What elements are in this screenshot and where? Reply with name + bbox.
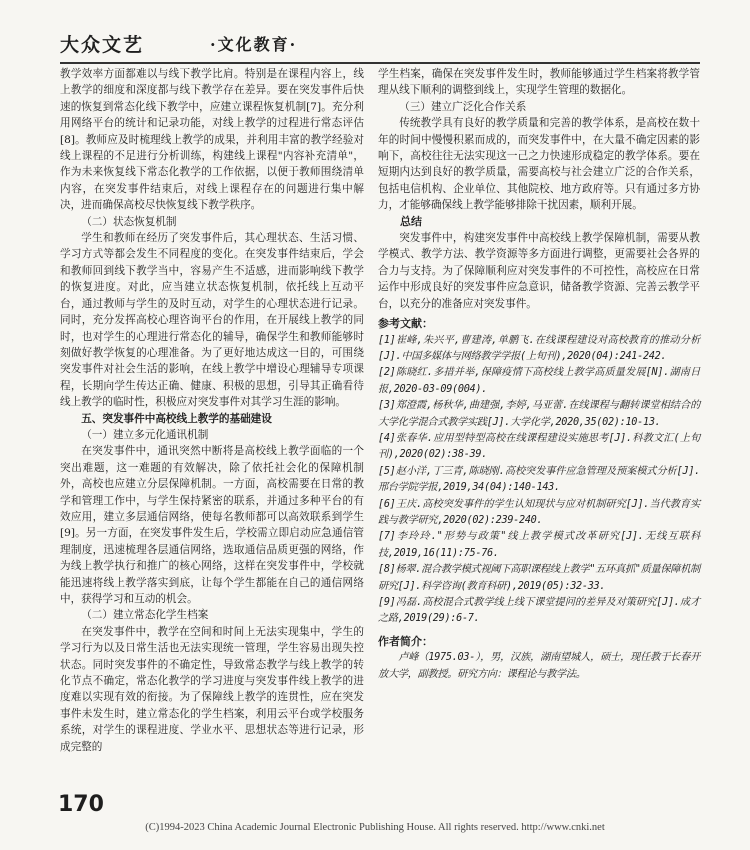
section-tag: ·文化教育· [210,35,298,54]
reference-item: [9]冯磊.高校混合式教学线上线下课堂提问的差异及对策研究[J].成才之路,2019(29):6-7. [378,597,700,625]
reference-item: [3]郑澄霞,杨秋华,曲建强,李婷,马亚蕾.在线课程与翻转课堂相结合的大学化学混合式教学实践[J].大学化学,2020,35(02):10-13. [378,400,700,428]
copyright-footer: (C)1994-2023 China Academic Journal Electronic Publishing House. All rights reserved. http://www.cnki.net [145,822,605,833]
reference-item: [5]赵小洋,丁三青,陈晓刚.高校突发事件应急管理及预案模式分析[J].邢台学院学报,2019,34(04):140-143. [378,465,700,494]
header-rule [60,62,700,64]
subsection-heading: （二）建立常态化学生档案 [81,609,209,622]
paragraph: 学生和教师在经历了突发事件后，其心理状态、生活习惯、学习方式等都会发生不同程度的变化。在突发事件结束后，学会和教师回到线下教学当中，容易产生不适感，进而影响线下教学的恢复进度。对此，应当建立状态恢复机制，依托线上互动平台，通过教师与学生的及时互动，对学生的心理状态进行记录。同时，充分发挥高校心理咨询平台的作用，在开展线上教学的同时，也对学生的心理进行常态化的辅导，确保学生和教师能够时刻做好教学恢复的心理准备。为了更好地达成这一目的，可围绕突发事件对社会生活的影响，在线上教学中增设心理辅导专项课程，长期向学生传达正确、健康、积极的思想，引导其正确看待线上教学的临时性，积极应对突发事件对其学习生涯的影响。 [60,232,364,409]
reference-item: [4]张春华.应用型特型高校在线课程建设实施思考[J].科教文汇(上旬刊),2020(02):38-39. [378,432,700,461]
subsection-heading: （三）建立广泛化合作关系 [399,100,527,113]
summary-paragraph: 突发事件中，构建突发事件中高校线上教学保障机制，需要从教学模式、教学方法、教学资源等多方面进行调整，更需要社会各界的合力与支持。为了保障顺利应对突发事件的不可控性，高校应在日常运作中形成良好的突发事件应急意识，储备教学资源、完善云教学平台，以充分的准备应对突发事件。 [378,232,700,310]
paragraph: 在突发事件中，通讯突然中断将是高校线上教学面临的一个突出难题，这一难题的有效解决，除了依托社会化的保障机制外，高校也应建立分层保障机制。一方面，高校需要在日常的教学和管理工作中，与学生保持紧密的联系，并通过多种平台的有效应用，建立多层通信网络，使每名教师都可以高效联系到学生[9]。另一方面，在突发事件发生后，学校需立即启动应急通信管理制度，迅速梳理各层通信网络，选取通信品质更强的网络，作为线上教学执行和推广的核心网络，这样在突发事件中，学校就能迅速将线上教学落实到底，让每个学生都能在自己的通信网络中，获得学习和互动的机会。 [60,445,364,605]
reference-item: [2]陈晓红.多措并举,保障疫情下高校线上教学高质量发展[N].湖南日报,2020-03-09(004). [378,367,700,395]
references-heading: 参考文献： [378,317,433,331]
journal-title: 大众文艺 [60,34,145,56]
subsection-heading: （一）建立多元化通讯机制 [81,428,209,441]
paragraph: 学生档案，确保在突发事件发生时，教师能够通过学生档案将教学管理从线下顺利的调整到线上，实现学生管理的数据化。 [378,68,700,97]
paragraph: 传统教学具有良好的教学质量和完善的教学体系，是高校在数十年的时间中慢慢积累而成的，而突发事件中，在大量不确定因素的影响下，高校往往无法实现这一己之力快速形成稳定的教学体系。要在短期内达到良好的教学质量，需要高校与社会建立广泛的合作关系，包括电信机构、企业单位、其他院校、地方政府等。只有通过多方协力，才能够确保线上教学能够排除干扰因素，顺利开展。 [378,117,700,212]
section-heading: 五、突发事件中高校线上教学的基础建设 [81,412,272,425]
author-heading: 作者简介： [378,634,433,648]
reference-item: [6]王庆.高校突发事件的学生认知现状与应对机制研究[J].当代教育实践与教学研究,2020(02):239-240. [378,498,700,526]
author-bio: 卢峰（1975.03-），男，汉族，湖南望城人，硕士，现任教于长春开放大学，副教授。研究方向：课程论与教学法。 [378,652,700,680]
page-number: 170 [58,792,104,817]
reference-item: [1]崔峰,朱兴平,曹建涛,单鹏飞.在线课程建设对高校教育的推动分析[J].中国多媒体与网络教学学报(上旬刊),2020(04):241-242. [378,334,700,362]
reference-item: [8]杨翠.混合教学模式视阈下高职课程线上教学"五环真抓"质量保障机制研究[J].科学咨询(教育科研),2019(05):32-33. [378,564,700,592]
summary-heading: 总结 [400,214,422,228]
right-column [378,66,700,683]
page-header [60,26,700,66]
paragraph: 教学效率方面都难以与线下教学比肩。特别是在课程内容上，线上教学的细度和深度都与线下教学存在差异。要在突发事件后快速的恢复到常态化线下教学中，应建立课程恢复机制[7]。充分利用网络平台的统计和记录功能，对线上教学的过程进行常态评估[8]。教师应及时梳理线上教学的成果，并利用丰富的教学经验对线上课程的不足进行分析训练，构建线上课程"内容补充清单"，作为未来恢复线下常态化教学的工作依据，以便于教师围绕清单内容，在突发事件结束后，对线上课程存在的问题进行集中解决，进而确保高校尽快恢复线下教学秩序。 [60,68,364,212]
subsection-heading: （二）状态恢复机制 [81,215,177,228]
paragraph: 在突发事件中，教学在空间和时间上无法实现集中，学生的学习行为以及日常生活也无法实现统一管理，学生容易出现失控状态。同时突发事件的不确定性，导致常态教学与线上教学的转化节点不确定，常态化教学的学习进度与突发事件线上教学的进度难以实现有效的衔接。为了保障线上教学的连贯性，应在突发事件未发生时，建立常态化的学生档案，利用云平台或学校服务系统，对学生的课程进度、学业水平、思想状态等进行记录，形成完整的 [60,625,364,753]
left-column [60,66,364,755]
reference-item: [7]李玲玲."形势与政策"线上教学模式改革研究[J].无线互联科技,2019,16(11):75-76. [378,531,700,559]
